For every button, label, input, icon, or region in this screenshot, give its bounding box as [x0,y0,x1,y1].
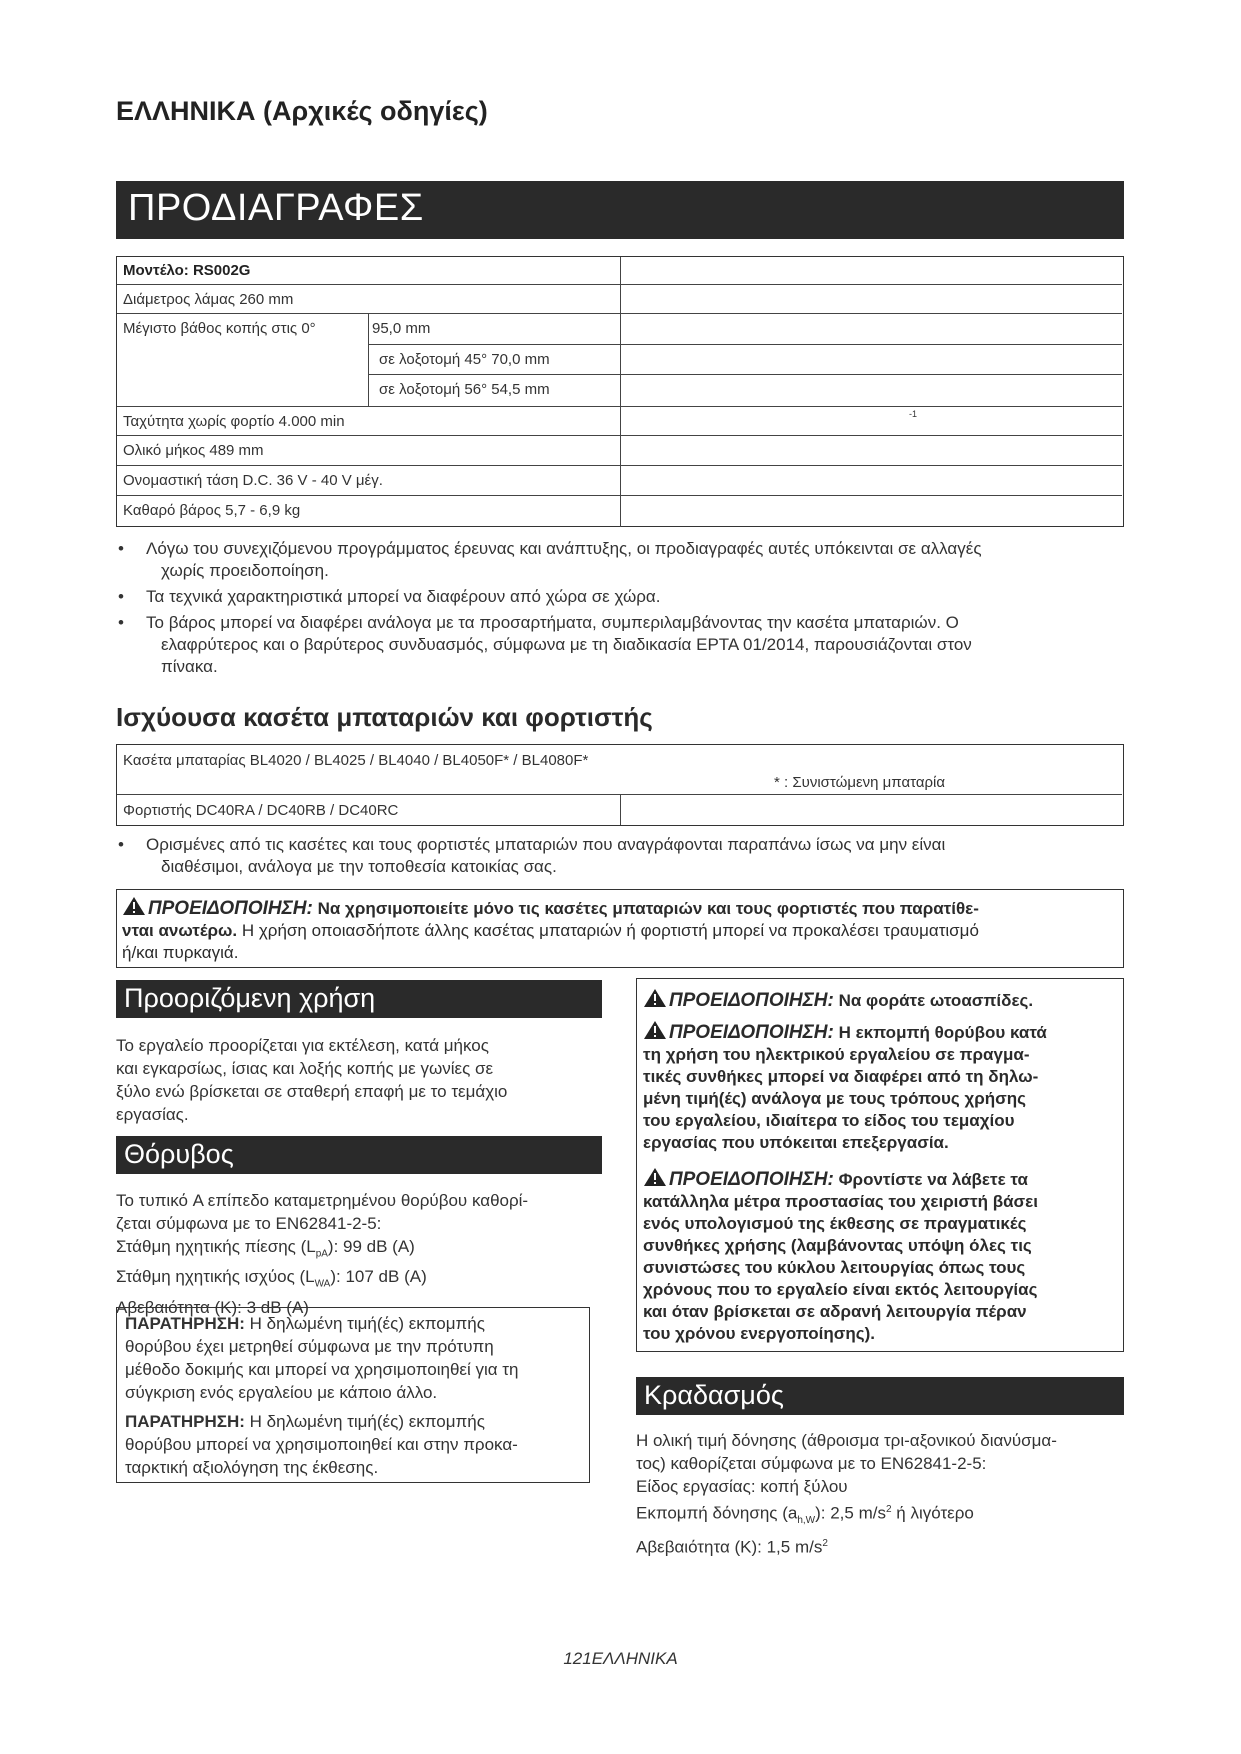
table-rule [368,374,1122,375]
note-text: χωρίς προειδοποίηση. [161,561,329,580]
noise-text [116,1189,606,1319]
note-text: Το βάρος μπορεί να διαφέρει ανάλογα με τα προσαρτήματα, συμπεριλαμβάνοντας την κασέτα μπαταριών. Ο [146,613,959,632]
warning-bold-text: κατάλληλα μέτρα προστασίας του χειριστή βάσει [643,1192,1038,1211]
warning-bold-text: συνιστώσες του κύκλου λειτουργίας όπως τους [643,1258,1026,1277]
warning-triangle-icon [643,1167,667,1187]
intended-use-banner [116,980,602,1018]
table-rule [368,344,1122,345]
sound-power-line: Στάθμη ηχητικής ισχύος $(L_{WA})$: 107 dB (A) [116,1267,427,1290]
warning-bold-text: Να χρησιμοποιείτε μόνο τις κασέτες μπαταριών και τους φορτιστές που παρατίθε- [317,899,979,918]
warning-bold-text: χρόνους που το εργαλείο είναι εκτός λειτουργίας [643,1280,1038,1299]
warning-bold-text: του χρόνου ενεργοποίησης). [643,1324,876,1343]
battery-heading: Ισχύουσα κασέτα μπαταριών και φορτιστής [116,702,653,732]
no-load-speed-cell: Ταχύτητα χωρίς φορτίο 4.000 min [123,413,345,430]
uncertainty-line: Αβεβαιότητα (K): 3 dB (A) [116,1297,309,1317]
warning-triangle-icon [643,1020,667,1040]
warning-line-1 [122,896,1122,920]
warning-noise-emission [643,1020,1121,1154]
battery-warning-box [116,889,1124,968]
language-title: ΕΛΛΗΝΙΚΑ (Αρχικές οδηγίες) [116,96,488,126]
warning-line-2 [122,920,979,942]
note-text: διαθέσιμοι, ανάλογα με την τοποθεσία κατοικίας σας. [161,857,557,876]
blade-diameter-cell: Διάμετρος λάμας 260 mm [123,291,294,308]
page-footer: 121ΕΛΛΗΝΙΚΑ [563,1649,678,1668]
max-cut-label-cell: Μέγιστο βάθος κοπής στις 0° [123,320,316,337]
warning-text: Η χρήση οποιασδήποτε άλλης κασέτας μπαταριών ή φορτιστή μπορεί να προκαλέσει τραυματισμό [241,921,979,940]
table-rule [620,794,621,825]
paragraph-line: Είδος εργασίας: κοπή ξύλου [636,1477,848,1496]
note-text: ταρκτική αξιολόγηση της έκθεσης. [125,1458,379,1477]
intended-use-text [116,1034,606,1126]
warning-first-line [643,1020,1121,1044]
warning-bold-text: και όταν βρίσκεται σε αδρανή λειτουργία πέραν [643,1302,1027,1321]
vibration-banner [636,1377,1124,1415]
table-rule [620,313,1122,314]
paragraph-line: τος) καθορίζεται σύμφωνα με το EN62841-2-5: [636,1454,987,1473]
vibration-text [636,1429,1126,1559]
battery-table [116,744,1124,826]
list-item [116,586,1126,608]
battery-notes-list [116,834,1126,882]
note-2 [125,1410,581,1479]
specifications-banner [116,181,1124,239]
warning-first-line [643,1167,1121,1191]
paragraph-line: Η ολική τιμή δόνησης (άθροισμα τρι-αξονικού διανύσμα- [636,1431,1057,1450]
list-item [116,834,1126,878]
warning-bold-text: μένη τιμή(ές) ανάλογα με τους τρόπους χρήσης [643,1089,1026,1108]
table-rule [368,313,369,406]
note-text: μέθοδο δοκιμής και μπορεί να χρησιμοποιηθεί για τη [125,1360,519,1379]
note-text: Τα τεχνικά χαρακτηριστικά μπορεί να διαφέρουν από χώρα σε χώρα. [146,587,661,606]
specifications-table [116,256,1124,527]
warning-bold-text: του εργαλείου, ιδιαίτερα το είδος του τεμαχίου [643,1111,1015,1130]
paragraph-line: Το τυπικό A επίπεδο καταμετρημένου θορύβου καθορί- [116,1191,529,1210]
warning-triangle-icon [643,988,667,1008]
note-text: θορύβου μπορεί να χρησιμοποιηθεί και στην προκα- [125,1435,518,1454]
note-label: ΠΑΡΑΤΗΡΗΣΗ: [125,1412,245,1431]
warning-bold-text: συνθήκες χρήσης (λαμβάνοντας υπόψη όλες τις [643,1236,1032,1255]
model-cell: Μοντέλο: RS002G [123,262,251,279]
vibration-uncertainty-line: Αβεβαιότητα (K): 1,5 $m/s^2$ [636,1537,828,1557]
table-rule [620,257,621,527]
max-cut-0-cell: 95,0 mm [372,320,431,337]
paragraph-line: ζεται σύμφωνα με το EN62841-2-5: [116,1214,382,1233]
net-weight-cell: Καθαρό βάρος 5,7 - 6,9 kg [123,502,301,519]
warning-label: ΠΡΟΕΙΔΟΠΟΙΗΣΗ: [669,1169,834,1190]
list-item [116,612,1126,678]
noise-notes-box [116,1307,590,1483]
warning-label: ΠΡΟΕΙΔΟΠΟΙΗΣΗ: [148,898,313,919]
paragraph-line: Το εργαλείο προορίζεται για εκτέλεση, κατά μήκος [116,1036,489,1055]
speed-unit-superscript: -1 [909,409,918,419]
note-label: ΠΑΡΑΤΗΡΗΣΗ: [125,1314,245,1333]
warning-label: ΠΡΟΕΙΔΟΠΟΙΗΣΗ: [669,990,834,1011]
warning-bold-text: Φροντίστε να λάβετε τα [838,1170,1028,1189]
note-1 [125,1312,581,1404]
warning-line-3: ή/και πυρκαγιά. [122,943,239,962]
noise-warnings-box [636,978,1124,1352]
warning-operator-protection [643,1167,1121,1345]
specifications-heading: ΠΡΟΔΙΑΓΡΑΦΕΣ [128,187,424,229]
paragraph-line: εργασίας. [116,1105,189,1124]
note-text: Η δηλωμένη τιμή(ές) εκπομπής [249,1412,485,1431]
bullet-icon: • [118,539,124,558]
warning-ear-protection [643,988,1033,1012]
noise-banner [116,1136,602,1174]
note-text: ελαφρύτερος και ο βαρύτερος συνδυασμός, σύμφωνα με τη διαδικασία EPTA 01/2014, παρουσιάζονται στον [161,635,972,654]
paragraph-line: ξύλο ενώ βρίσκεται σε σταθερή επαφή με το τεμάχιο [116,1082,508,1101]
paragraph-line: και εγκαρσίως, ίσιας και λοξής κοπής με γωνίες σε [116,1059,494,1078]
noise-heading: Θόρυβος [124,1139,234,1169]
note-text: σύγκριση ενός εργαλείου με κάποιο άλλο. [125,1383,438,1402]
bevel-56-cell: σε λοξοτομή 56° 54,5 mm [379,381,550,398]
rated-voltage-cell: Ονομαστική τάση D.C. 36 V - 40 V μέγ. [123,472,383,489]
warning-bold-text: τη χρήση του ηλεκτρικού εργαλείου σε πραγμα- [643,1045,1030,1064]
warning-label: ΠΡΟΕΙΔΟΠΟΙΗΣΗ: [669,1022,834,1043]
note-text: Λόγω του συνεχιζόμενου προγράμματος έρευνας και ανάπτυξης, οι προδιαγραφές αυτές υπόκεινται σε αλλαγές [146,539,982,558]
spec-notes-list [116,538,1126,682]
warning-bold-text: εργασίας που υπόκειται επεξεργασία. [643,1133,949,1152]
note-text: θορύβου έχει μετρηθεί σύμφωνα με την πρότυπη [125,1337,494,1356]
warning-bold-text: τικές συνθήκες μπορεί να διαφέρει από τη δηλω- [643,1067,1039,1086]
warning-bold-text: Η εκπομπή θορύβου κατά [838,1023,1047,1042]
bullet-icon: • [118,835,124,854]
intended-use-heading: Προοριζόμενη χρήση [124,983,376,1013]
note-text: πίνακα. [161,657,218,676]
vibration-heading: Κραδασμός [644,1380,784,1410]
warning-bold-text: Να φοράτε ωτοασπίδες. [838,991,1034,1010]
note-text: Η δηλωμένη τιμή(ές) εκπομπής [249,1314,485,1333]
warning-bold-text: ενός υπολογισμού της έκθεσης σε πραγματικές [643,1214,1027,1233]
bullet-icon: • [118,587,124,606]
overall-length-cell: Ολικό μήκος 489 mm [123,442,264,459]
note-text: Ορισμένες από τις κασέτες και τους φορτιστές μπαταριών που αναγράφονται παραπάνω ίσως να μην είναι [146,835,946,854]
vibration-emission-line: Εκπομπή δόνησης $(a_{h,W})$: 2,5 $m/s^2$ ή λιγότερο [636,1503,974,1527]
warning-bold-text: νται ανωτέρω. [122,921,238,940]
bevel-45-cell: σε λοξοτομή 45° 70,0 mm [379,351,550,368]
battery-cartridge-cell: Κασέτα μπαταρίας BL4020 / BL4025 / BL4040 / BL4050F* / BL4080F* [123,752,589,769]
bullet-icon: • [118,613,124,632]
charger-cell: Φορτιστής DC40RA / DC40RB / DC40RC [123,802,399,819]
warning-triangle-icon [122,896,146,916]
recommended-battery-note: * : Συνιστώμενη μπαταρία [774,774,946,791]
list-item [116,538,1126,582]
sound-pressure-line: Στάθμη ηχητικής πίεσης $(L_{pA})$: 99 dB (A) [116,1237,415,1260]
